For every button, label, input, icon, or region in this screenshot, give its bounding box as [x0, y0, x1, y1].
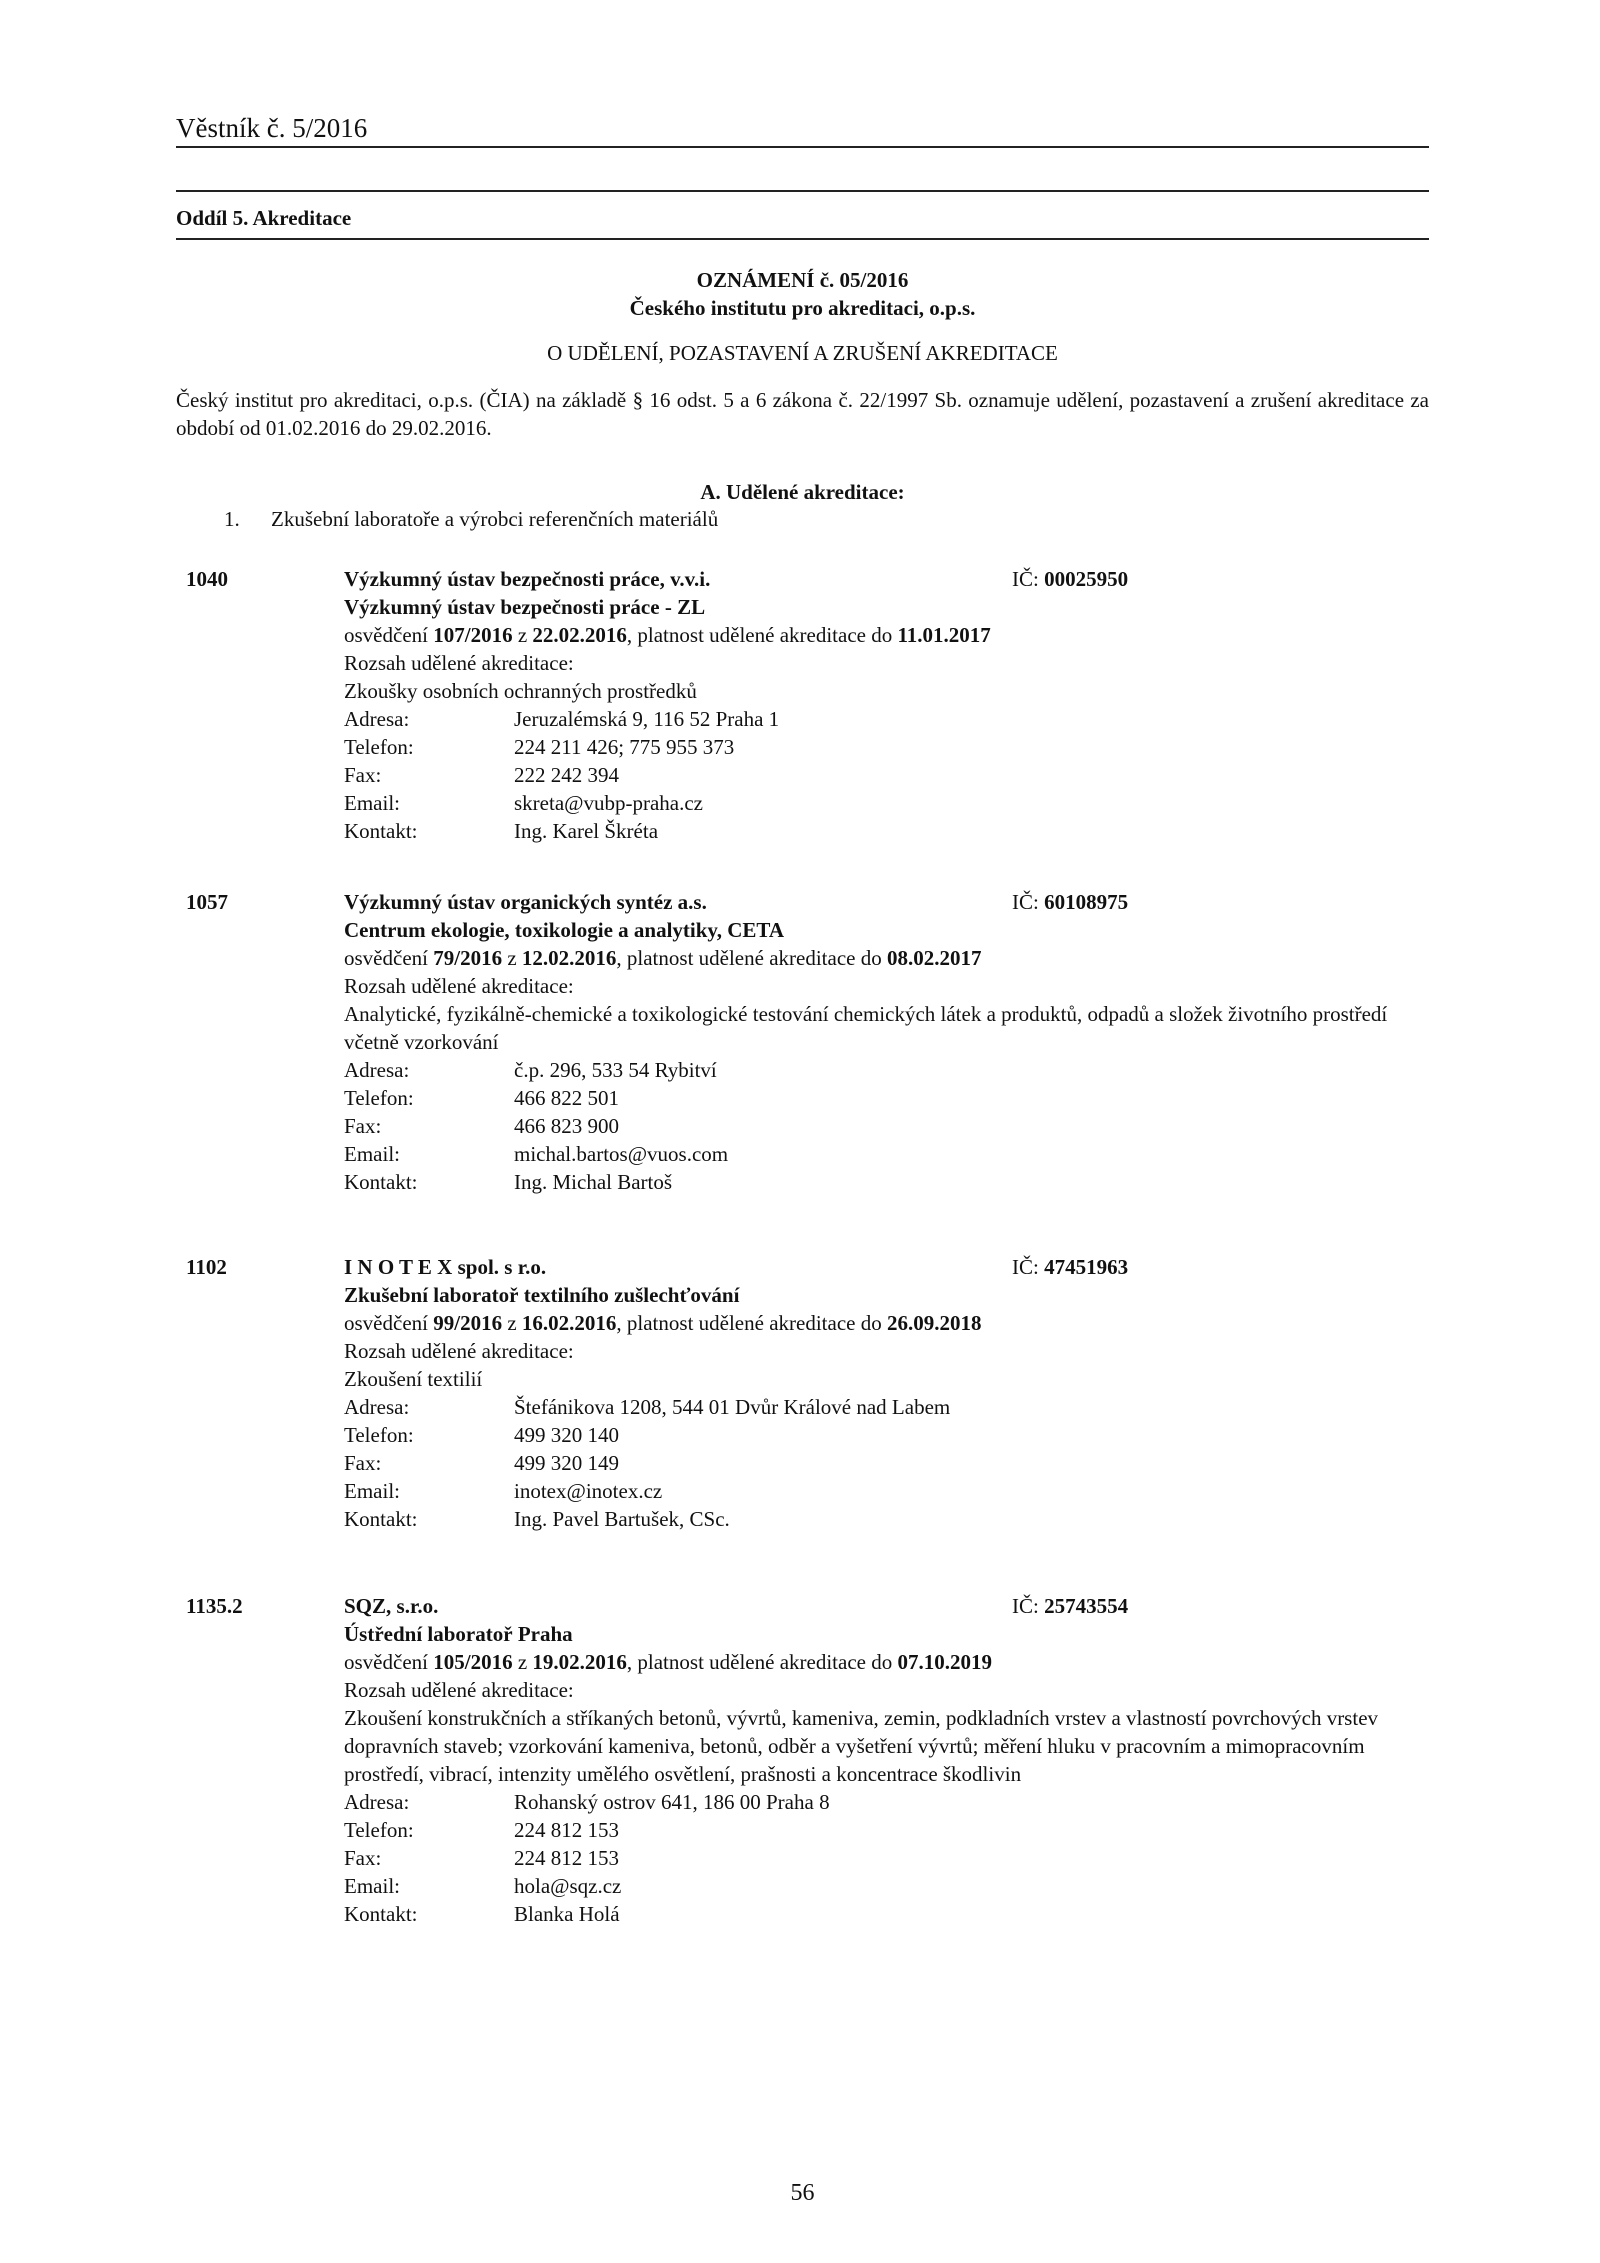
address-row [344, 705, 1429, 733]
cert-from: z [507, 946, 517, 970]
entry-org-line [344, 888, 1429, 916]
fax-row [344, 1112, 1429, 1140]
fax-label: Fax: [344, 1451, 382, 1475]
notice-number: OZNÁMENÍ č. 05/2016 [696, 268, 909, 292]
entry-ico [1012, 1592, 1128, 1620]
entry-unit: Výzkumný ústav bezpečnosti práce - ZL [344, 595, 706, 619]
cert-valid-label: , platnost udělené akreditace do [616, 946, 882, 970]
address-label: Adresa: [344, 1395, 410, 1419]
fax-value: 499 320 149 [514, 1451, 619, 1475]
scope-label: Rozsah udělené akreditace: [344, 651, 574, 675]
contact-row [344, 1168, 1429, 1196]
email-label: Email: [344, 791, 400, 815]
fax-label: Fax: [344, 1114, 382, 1138]
ico-label: IČ: [1012, 567, 1039, 591]
phone-value: 224 211 426; 775 955 373 [514, 735, 735, 759]
email-row [344, 1140, 1429, 1168]
cert-valid-label: , platnost udělené akreditace do [616, 1311, 882, 1335]
entry-org-line [344, 565, 1429, 593]
address-label: Adresa: [344, 1790, 410, 1814]
entry-org: SQZ, s.r.o. [344, 1594, 439, 1618]
page-number: 56 [790, 2180, 815, 2206]
email-label: Email: [344, 1479, 400, 1503]
cert-date: 22.02.2016 [532, 623, 627, 647]
cert-prefix: osvědčení [344, 1311, 428, 1335]
entry-certificate [344, 944, 1429, 972]
contact-value: Ing. Pavel Bartušek, CSc. [514, 1507, 730, 1531]
phone-row [344, 733, 1429, 761]
entry-certificate [344, 621, 1429, 649]
section-rule-top [176, 190, 1429, 192]
phone-label: Telefon: [344, 1086, 414, 1110]
entry-org-line [344, 1592, 1429, 1620]
entry-code: 1102 [186, 1255, 227, 1279]
phone-label: Telefon: [344, 1423, 414, 1447]
email-row [344, 1477, 1429, 1505]
cert-from: z [507, 1311, 517, 1335]
section-title: Oddíl 5. Akreditace [176, 206, 352, 230]
entry-ico [1012, 565, 1128, 593]
email-label: Email: [344, 1874, 400, 1898]
cert-date: 16.02.2016 [521, 1311, 617, 1335]
entry-unit: Centrum ekologie, toxikologie a analytiky, CETA [344, 918, 785, 942]
list-number: 1. [224, 507, 240, 531]
email-value: hola@sqz.cz [514, 1874, 622, 1898]
cert-prefix: osvědčení [344, 946, 428, 970]
cert-from: z [517, 1650, 528, 1674]
cert-valid-until: 08.02.2017 [886, 946, 982, 970]
cert-valid-until: 26.09.2018 [886, 1311, 982, 1335]
notice-intro: Český institut pro akreditaci, o.p.s. (ČIA) na základě § 16 odst. 5 a 6 zákona č. 22/1997 Sb. oznamuje udělení, pozastavení a zrušení akreditace za období od 01.02.2016 do 29.02.2016. [176, 388, 1429, 440]
entry-code: 1135.2 [186, 1594, 243, 1618]
cert-date: 19.02.2016 [532, 1650, 627, 1674]
ico-value: 47451963 [1044, 1255, 1129, 1279]
entry-body [344, 1253, 1429, 1533]
email-value: michal.bartos@vuos.com [514, 1142, 729, 1166]
cert-number: 79/2016 [433, 946, 503, 970]
fax-value: 224 812 153 [514, 1846, 619, 1870]
ico-label: IČ: [1012, 1594, 1039, 1618]
entry-ico [1012, 888, 1128, 916]
ico-label: IČ: [1012, 1255, 1039, 1279]
email-row [344, 1872, 1429, 1900]
cert-valid-label: , platnost udělené akreditace do [626, 623, 893, 647]
address-row [344, 1056, 1429, 1084]
running-title: Věstník č. 5/2016 [176, 113, 368, 143]
contact-label: Kontakt: [344, 1170, 418, 1194]
entry-unit: Zkušební laboratoř textilního zušlechťování [344, 1283, 740, 1307]
contact-label: Kontakt: [344, 1507, 418, 1531]
fax-row [344, 1449, 1429, 1477]
entry-certificate [344, 1648, 1429, 1676]
entry-body [344, 565, 1429, 845]
phone-row [344, 1421, 1429, 1449]
entry-org-line [344, 1253, 1429, 1281]
address-value: č.p. 296, 533 54 Rybitví [514, 1058, 717, 1082]
entry-org: Výzkumný ústav organických syntéz a.s. [344, 890, 707, 914]
cert-prefix: osvědčení [344, 623, 428, 647]
entry-certificate [344, 1309, 1429, 1337]
contact-label: Kontakt: [344, 819, 418, 843]
entry-body [344, 888, 1429, 1196]
ico-value: 00025950 [1044, 567, 1129, 591]
phone-label: Telefon: [344, 735, 414, 759]
ico-value: 25743554 [1044, 1594, 1129, 1618]
cert-number: 105/2016 [433, 1650, 513, 1674]
address-value: Rohanský ostrov 641, 186 00 Praha 8 [514, 1790, 830, 1814]
cert-number: 107/2016 [433, 623, 513, 647]
entry-scope: Zkoušky osobních ochranných prostředků [344, 679, 697, 703]
phone-value: 499 320 140 [514, 1423, 619, 1447]
cert-date: 12.02.2016 [521, 946, 617, 970]
address-value: Jeruzalémská 9, 116 52 Praha 1 [514, 707, 780, 731]
scope-label: Rozsah udělené akreditace: [344, 1339, 574, 1363]
ico-label: IČ: [1012, 890, 1039, 914]
notice-subject: O UDĚLENÍ, POZASTAVENÍ A ZRUŠENÍ AKREDITACE [547, 341, 1058, 365]
fax-label: Fax: [344, 1846, 382, 1870]
entry-scope: Zkoušení konstrukčních a stříkaných betonů, vývrtů, kameniva, zemin, podkladních vrstev a vlastností povrchových vrstev dopravních staveb; vzorkování kameniva, betonů, odběr a vyšetření vývrtů; měření hluku v pracovním a mimopracovním prostředí, vibrací, intenzity umělého osvětlení, prašnosti a koncentrace škodlivin [344, 1706, 1379, 1786]
fax-row [344, 761, 1429, 789]
phone-row [344, 1084, 1429, 1112]
address-row [344, 1393, 1429, 1421]
phone-row [344, 1816, 1429, 1844]
contact-value: Blanka Holá [514, 1902, 620, 1926]
cert-prefix: osvědčení [344, 1650, 428, 1674]
address-row [344, 1788, 1429, 1816]
list-label: Zkušební laboratoře a výrobci referenčních materiálů [271, 507, 719, 531]
entry-code: 1057 [186, 890, 228, 914]
fax-label: Fax: [344, 763, 382, 787]
contact-row [344, 1900, 1429, 1928]
section-rule-bottom [176, 238, 1429, 240]
address-value: Štefánikova 1208, 544 01 Dvůr Králové nad Labem [514, 1395, 951, 1419]
cert-valid-until: 07.10.2019 [897, 1650, 992, 1674]
scope-label: Rozsah udělené akreditace: [344, 1678, 574, 1702]
email-label: Email: [344, 1142, 400, 1166]
phone-label: Telefon: [344, 1818, 414, 1842]
fax-value: 466 823 900 [514, 1114, 619, 1138]
cert-valid-until: 11.01.2017 [897, 623, 991, 647]
entry-org: I N O T E X spol. s r.o. [344, 1255, 547, 1279]
phone-value: 466 822 501 [514, 1086, 619, 1110]
contact-row [344, 817, 1429, 845]
cert-from: z [517, 623, 528, 647]
entry-scope: Zkoušení textilií [344, 1367, 483, 1391]
fax-row [344, 1844, 1429, 1872]
entry-org: Výzkumný ústav bezpečnosti práce, v.v.i. [344, 567, 711, 591]
contact-row [344, 1505, 1429, 1533]
notice-issuer: Českého institutu pro akreditaci, o.p.s. [629, 296, 976, 320]
email-value: inotex@inotex.cz [514, 1479, 663, 1503]
address-label: Adresa: [344, 707, 410, 731]
ico-value: 60108975 [1044, 890, 1129, 914]
cert-valid-label: , platnost udělené akreditace do [626, 1650, 893, 1674]
contact-value: Ing. Michal Bartoš [514, 1170, 673, 1194]
entry-unit: Ústřední laboratoř Praha [344, 1622, 573, 1646]
address-label: Adresa: [344, 1058, 410, 1082]
entry-scope: Analytické, fyzikálně-chemické a toxikologické testování chemických látek a produktů, odpadů a složek životního prostředí včetně vzorkování [344, 1002, 1388, 1054]
part-heading: A. Udělené akreditace: [700, 480, 905, 504]
cert-number: 99/2016 [433, 1311, 503, 1335]
entry-code: 1040 [186, 567, 228, 591]
email-value: skreta@vubp-praha.cz [514, 791, 703, 815]
header-rule [176, 146, 1429, 148]
contact-value: Ing. Karel Škréta [514, 819, 659, 843]
entry-ico [1012, 1253, 1128, 1281]
email-row [344, 789, 1429, 817]
fax-value: 222 242 394 [514, 763, 619, 787]
entry-body [344, 1592, 1429, 1928]
phone-value: 224 812 153 [514, 1818, 619, 1842]
scope-label: Rozsah udělené akreditace: [344, 974, 574, 998]
contact-label: Kontakt: [344, 1902, 418, 1926]
